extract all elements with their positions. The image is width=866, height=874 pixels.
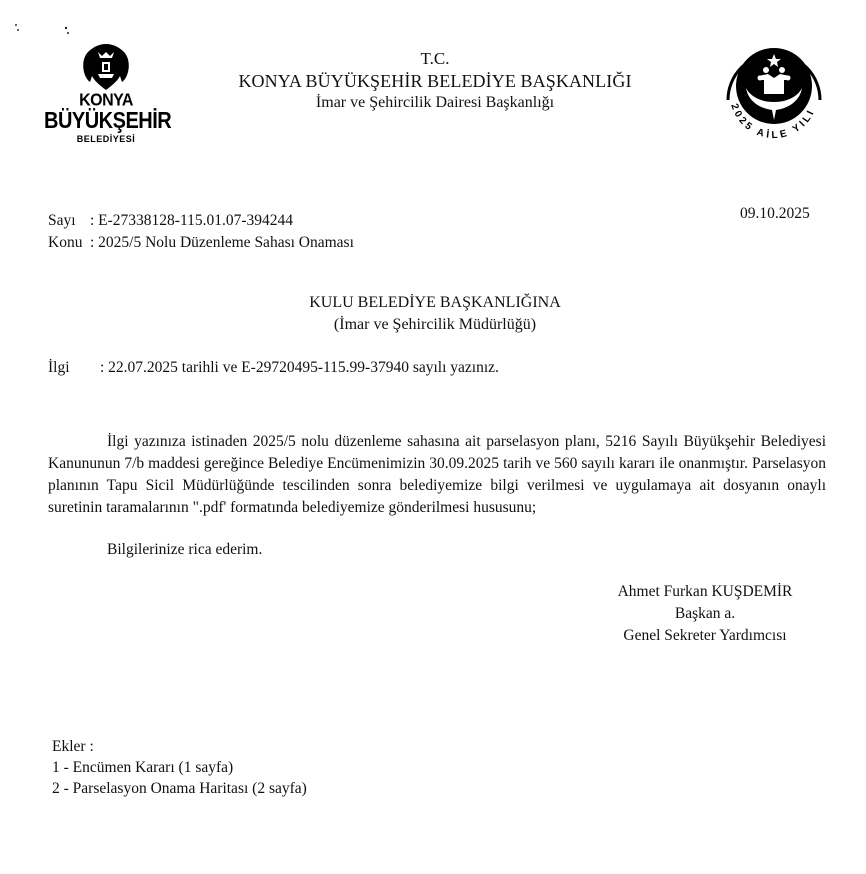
logo-text-aile-yili: 2025 AİLE YILI bbox=[728, 102, 818, 142]
state-abbreviation: T.C. bbox=[420, 49, 450, 68]
konu-value: : 2025/5 Nolu Düzenleme Sahası Onaması bbox=[90, 234, 354, 251]
konya-buyuksehir-logo bbox=[44, 34, 172, 152]
logo-text-belediyesi: BELEDİYESİ bbox=[76, 134, 136, 144]
sayi-label: Sayı bbox=[48, 212, 76, 229]
document-meta bbox=[48, 210, 354, 254]
aile-yili-logo bbox=[718, 30, 830, 148]
organization-name: KONYA BÜYÜKŞEHİR BELEDİYE BAŞKANLIĞI bbox=[238, 71, 632, 91]
signature-block bbox=[590, 581, 820, 647]
reference-row bbox=[48, 359, 499, 377]
attachment-item: 1 - Encümen Kararı (1 sayfa) bbox=[52, 759, 234, 776]
logo-text-buyuksehir: BÜYÜKŞEHİR bbox=[44, 108, 172, 134]
letter-body bbox=[48, 431, 826, 519]
addressee-line-1: KULU BELEDİYE BAŞKANLIĞINA bbox=[309, 294, 561, 311]
signatory-title: Genel Sekreter Yardımcısı bbox=[623, 627, 787, 644]
addressee bbox=[200, 292, 670, 336]
addressee-line-2: (İmar ve Şehircilik Müdürlüğü) bbox=[333, 316, 537, 333]
body-paragraph: İlgi yazınıza istinaden 2025/5 nolu düzenleme sahasına ait parselasyon planı, 5216 Sayılı Büyükşehir Belediyesi Kanununun 7/b maddesi gereğince Belediye Encümenimizin 30.09.2025 tarih ve 560 sayılı kararı ile onanmıştır. Parselasyon planının Tapu Sicil Müdürlüğünde tescilinden sonra belediyemize bilgi verilmesi ve uygulamaya ait dosyanın onaylı suretinin taramalarının ".pdf' formatında belediyemize gönderilmesi hususunu; bbox=[48, 433, 826, 516]
sayi-row bbox=[48, 210, 354, 232]
document-date: 09.10.2025 bbox=[740, 205, 810, 222]
ilgi-value: : 22.07.2025 tarihli ve E-29720495-115.99-37940 sayılı yazınız. bbox=[100, 359, 499, 376]
sayi-value: : E-27338128-115.01.07-394244 bbox=[90, 212, 294, 229]
closing-line: Bilgilerinize rica ederim. bbox=[107, 541, 263, 558]
attachments-title: Ekler : bbox=[52, 738, 94, 755]
double-headed-eagle-icon bbox=[78, 40, 134, 92]
signatory-name: Ahmet Furkan KUŞDEMİR bbox=[617, 583, 793, 600]
department-name: İmar ve Şehircilik Dairesi Başkanlığı bbox=[315, 94, 555, 111]
ilgi-label: İlgi bbox=[48, 359, 70, 376]
konu-label: Konu bbox=[48, 234, 83, 251]
konu-row bbox=[48, 232, 354, 254]
logo-text-konya: KONYA bbox=[79, 91, 133, 110]
attachments bbox=[52, 736, 307, 799]
attachment-item: 2 - Parselasyon Onama Haritası (2 sayfa) bbox=[52, 780, 307, 797]
letterhead bbox=[200, 48, 670, 114]
family-hands-icon bbox=[718, 30, 830, 148]
signatory-on-behalf: Başkan a. bbox=[674, 605, 736, 622]
